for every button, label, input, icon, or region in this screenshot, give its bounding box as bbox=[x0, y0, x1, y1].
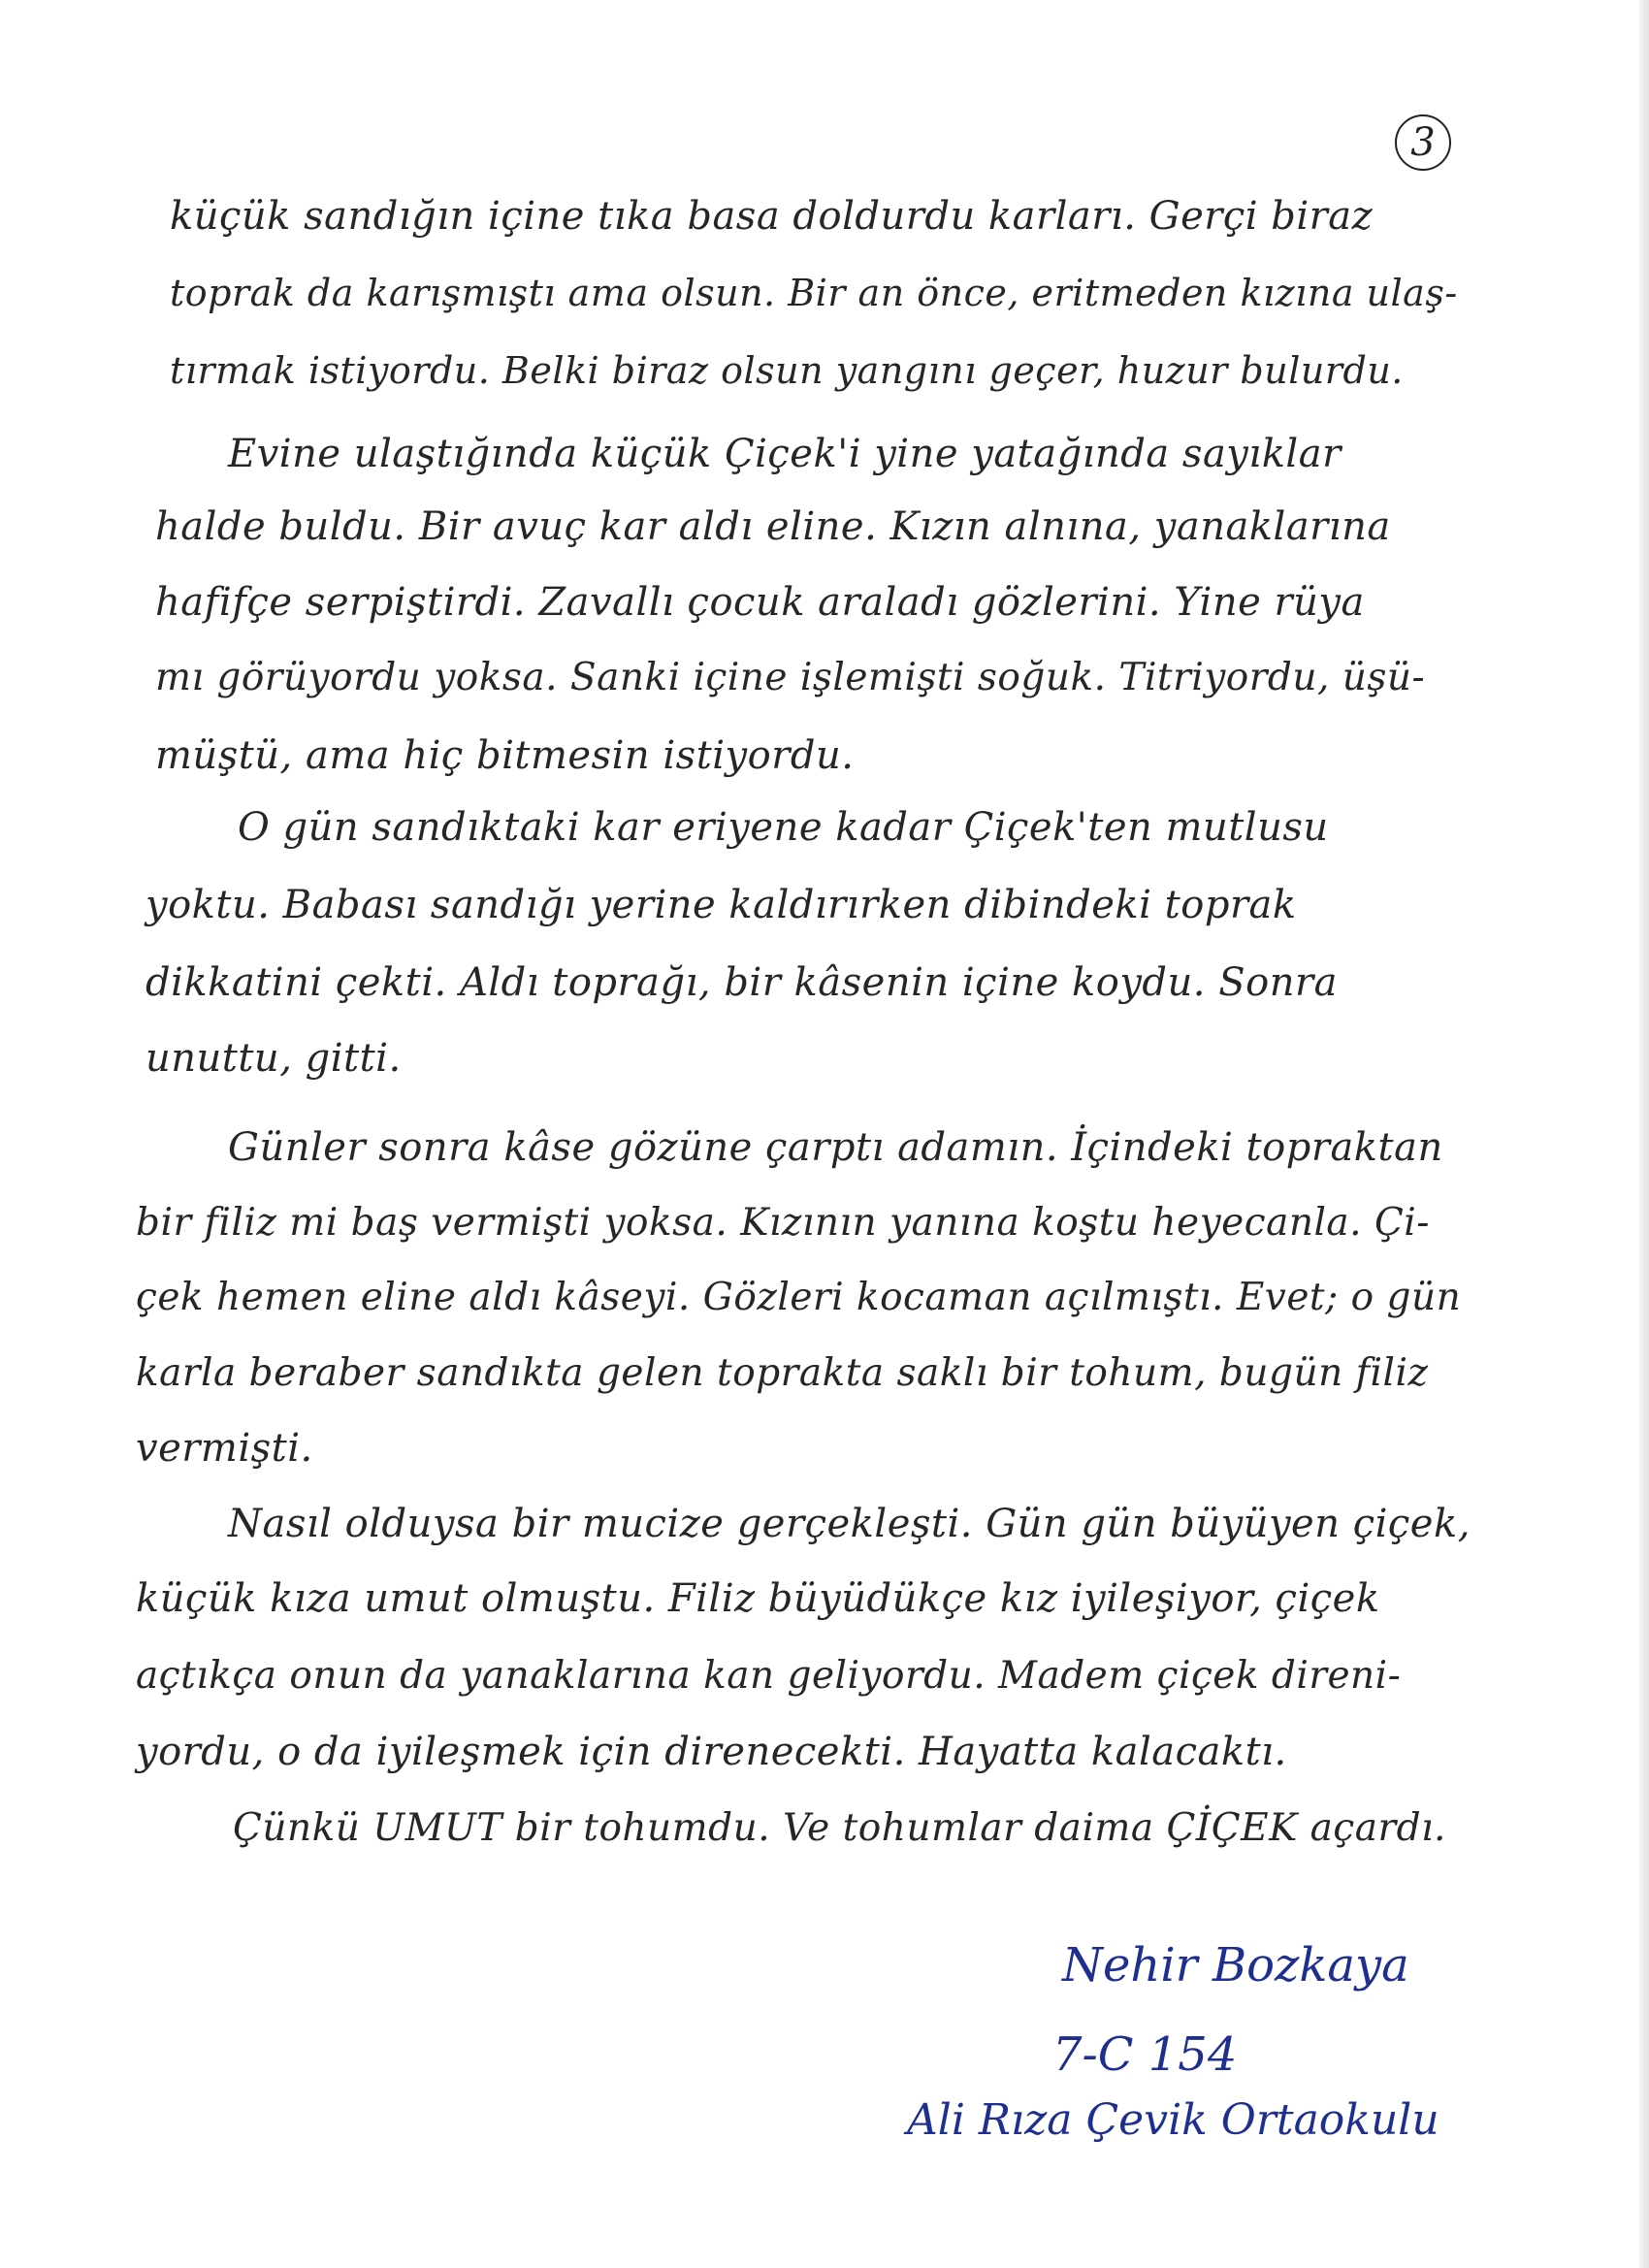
text-line-8: müştü, ama hiç bitmesin istiyordu. bbox=[155, 733, 855, 778]
text-line-12: unuttu, gitti. bbox=[146, 1036, 402, 1081]
text-line-7: mı görüyordu yoksa. Sanki içine işlemişti soğuk. Titriyordu, üşü- bbox=[155, 656, 1426, 699]
text-line-2: toprak da karışmıştı ama olsun. Bir an önce, eritmeden kızına ulaş- bbox=[170, 272, 1458, 314]
text-line-4: Evine ulaştığında küçük Çiçek'i yine yatağında sayıklar bbox=[228, 432, 1342, 476]
text-line-17: vermişti. bbox=[136, 1426, 313, 1471]
text-line-3: tırmak istiyordu. Belki biraz olsun yangını geçer, huzur bulurdu. bbox=[170, 349, 1404, 392]
signature-class: 7-C 154 bbox=[1052, 2027, 1238, 2082]
text-line-9: O gün sandıktaki kar eriyene kadar Çiçek'ten mutlusu bbox=[238, 805, 1329, 850]
text-line-18: Nasıl olduysa bir mucize gerçekleşti. Gün gün büyüyen çiçek, bbox=[228, 1502, 1471, 1546]
text-line-6: hafifçe serpiştirdi. Zavallı çocuk araladı gözlerini. Yine rüya bbox=[155, 580, 1365, 625]
text-line-20: açtıkça onun da yanaklarına kan geliyordu. Madem çiçek direni- bbox=[136, 1654, 1402, 1698]
text-line-19: küçük kıza umut olmuştu. Filiz büyüdükçe kız iyileşiyor, çiçek bbox=[136, 1576, 1380, 1621]
page-number: 3 bbox=[1410, 120, 1436, 165]
text-line-10: yoktu. Babası sandığı yerine kaldırırken dibindeki toprak bbox=[146, 883, 1297, 927]
text-line-21: yordu, o da iyileşmek için direnecekti. Hayatta kalacaktı. bbox=[136, 1730, 1287, 1774]
text-line-5: halde buldu. Bir avuç kar aldı eline. Kızın alnına, yanaklarına bbox=[155, 504, 1391, 549]
text-line-22: Çünkü UMUT bir tohumdu. Ve tohumlar daima ÇİÇEK açardı. bbox=[233, 1806, 1446, 1850]
text-line-16: karla beraber sandıkta gelen toprakta saklı bir tohum, bugün filiz bbox=[136, 1351, 1429, 1395]
text-line-15: çek hemen eline aldı kâseyi. Gözleri kocaman açılmıştı. Evet; o gün bbox=[136, 1276, 1462, 1319]
text-line-14: bir filiz mi baş vermişti yoksa. Kızının yanına koştu heyecanla. Çi- bbox=[136, 1201, 1430, 1245]
signature-name: Nehir Bozkaya bbox=[1062, 1938, 1409, 1993]
text-line-13: Günler sonra kâse gözüne çarptı adamın. İçindeki topraktan bbox=[228, 1125, 1443, 1170]
signature-school: Ali Rıza Çevik Ortaokulu bbox=[907, 2095, 1439, 2145]
text-line-1: küçük sandığın içine tıka basa doldurdu karları. Gerçi biraz bbox=[170, 194, 1374, 239]
text-line-11: dikkatini çekti. Aldı toprağı, bir kâsenin içine koydu. Sonra bbox=[146, 960, 1338, 1005]
